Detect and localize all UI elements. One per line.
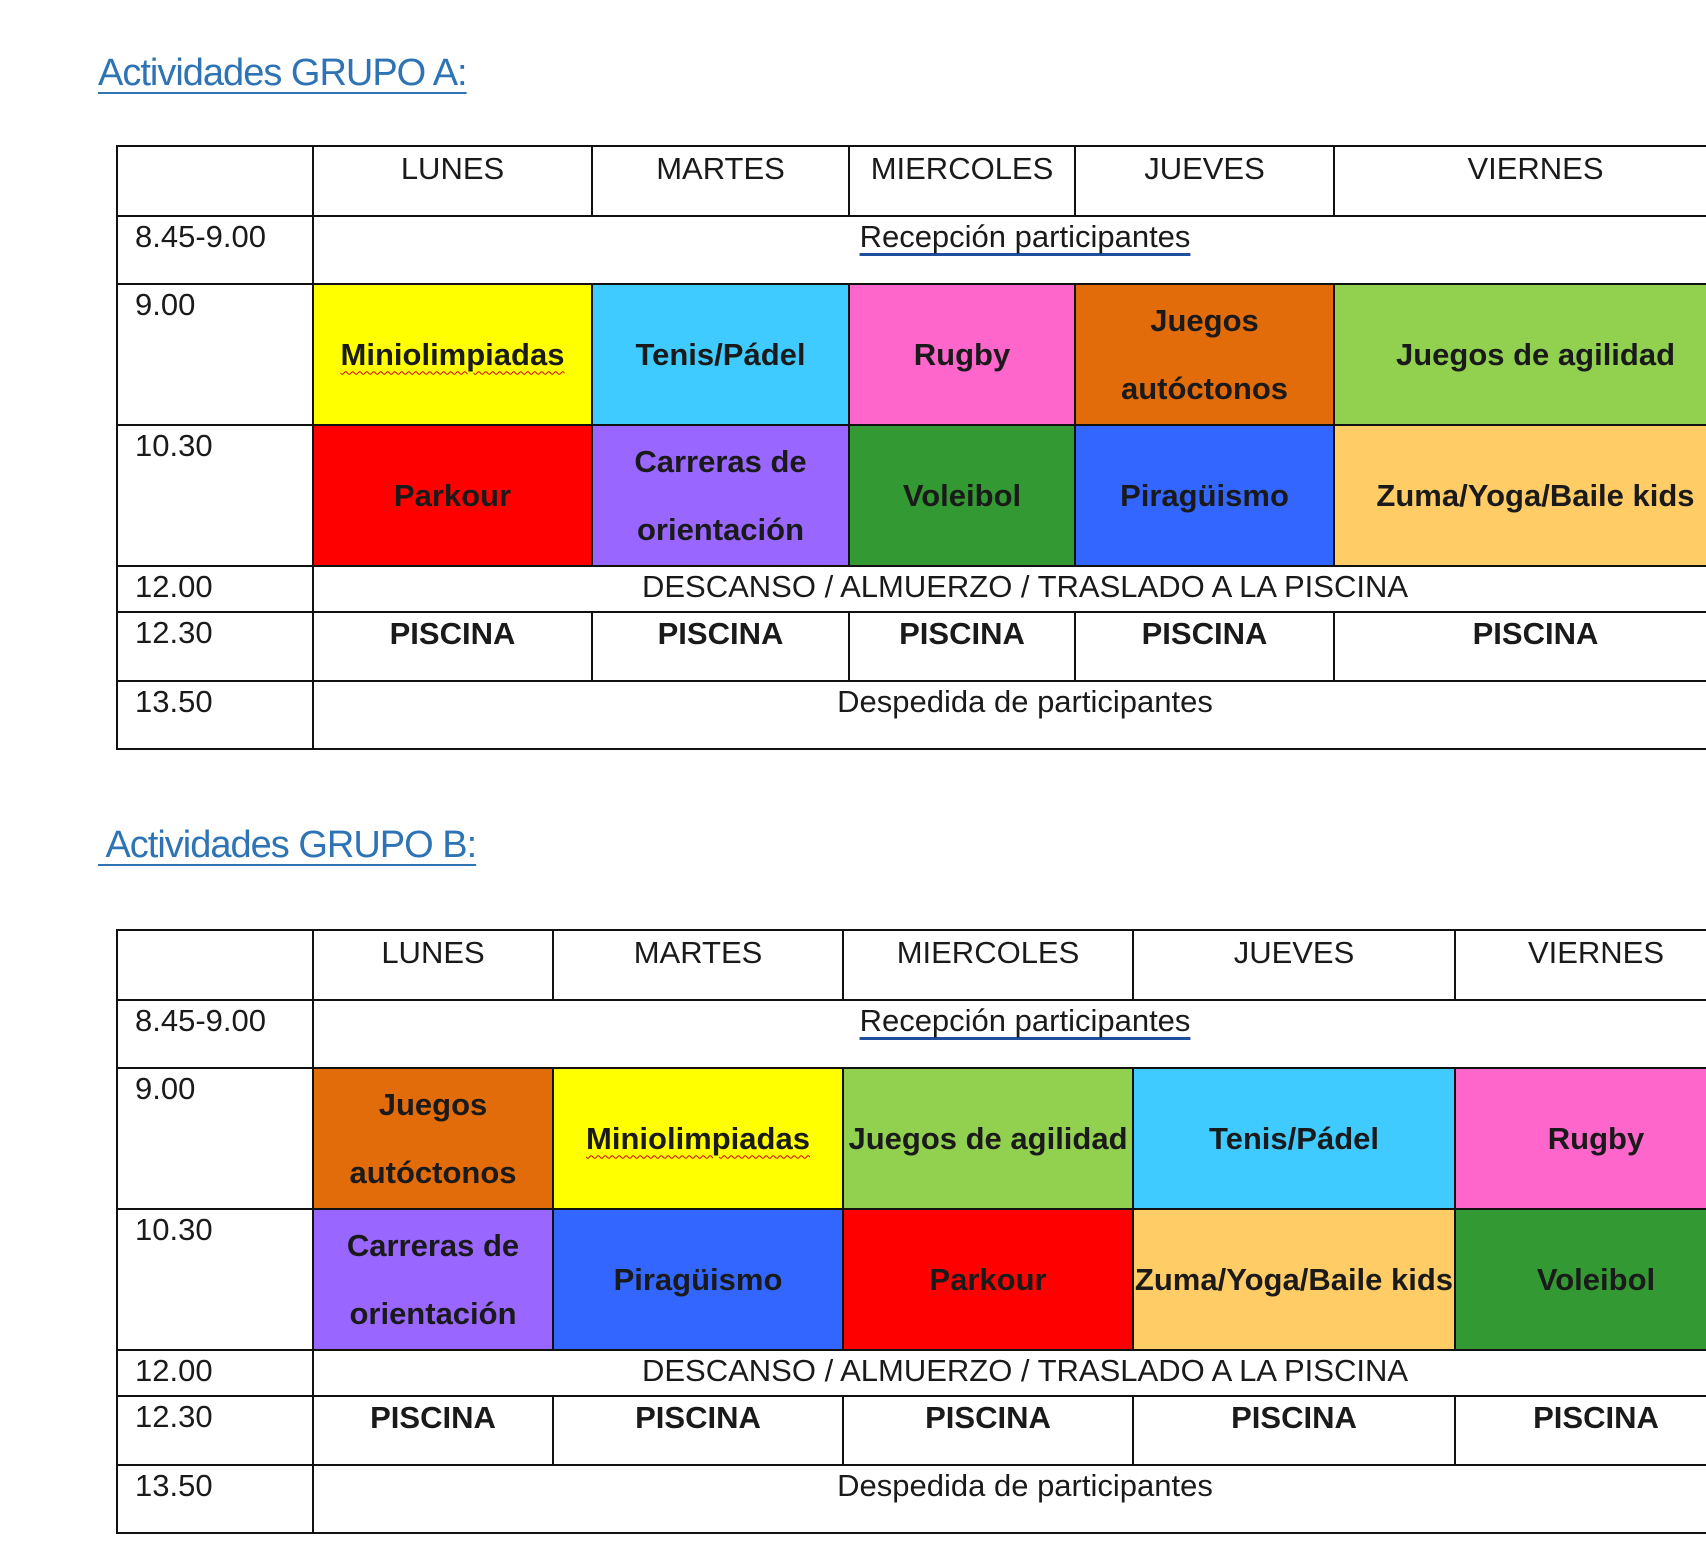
group-b-schedule-table [116, 929, 1706, 1534]
time-cell: 10.30 [117, 425, 313, 566]
activity-cell [1133, 1209, 1455, 1350]
activity-label: Tenis/Pádel [1209, 1120, 1379, 1156]
time-cell: 12.30 [117, 1396, 313, 1465]
time-cell: 12.00 [117, 566, 313, 612]
activity-row-1 [117, 284, 1706, 425]
activity-cell [1075, 425, 1334, 566]
activity-cell [553, 1209, 843, 1350]
activity-cell [1133, 1068, 1455, 1209]
activity-label: Tenis/Pádel [635, 336, 806, 372]
activity-label: Voleibol [902, 477, 1022, 513]
activity-label: Zuma/Yoga/Baile kids [1376, 477, 1695, 513]
pool-cell: PISCINA [313, 612, 592, 681]
activity-cell [1334, 425, 1706, 566]
reception-text: Recepción participantes [859, 1003, 1191, 1038]
day-header-wednesday: MIERCOLES [849, 146, 1075, 216]
day-header-monday: LUNES [313, 930, 553, 1000]
day-header-tuesday: MARTES [592, 146, 849, 216]
time-cell: 12.00 [117, 1350, 313, 1396]
break-row [117, 566, 1706, 612]
pool-cell: PISCINA [849, 612, 1075, 681]
activity-label: Miniolimpiadas [586, 1120, 810, 1156]
break-text: DESCANSO / ALMUERZO / TRASLADO A LA PISCINA [313, 566, 1706, 612]
activity-label: Carreras de orientación [346, 1227, 520, 1331]
activity-cell [553, 1068, 843, 1209]
farewell-row [117, 1465, 1706, 1533]
activity-label: Piragüismo [1120, 477, 1289, 513]
activity-row-2 [117, 425, 1706, 566]
pool-cell: PISCINA [1455, 1396, 1706, 1465]
pool-cell: PISCINA [1075, 612, 1334, 681]
farewell-row [117, 681, 1706, 749]
activity-cell [1075, 284, 1334, 425]
farewell-text: Despedida de participantes [313, 1465, 1706, 1533]
pool-cell: PISCINA [592, 612, 849, 681]
header-row [117, 146, 1706, 216]
activity-label: Zuma/Yoga/Baile kids [1134, 1261, 1454, 1297]
activity-label: Juegos de agilidad [848, 1120, 1128, 1156]
day-header-friday: VIERNES [1455, 930, 1706, 1000]
group-b-title: Actividades GRUPO B: [98, 824, 477, 866]
activity-label: Carreras de orientación [634, 443, 807, 547]
activity-label: Parkour [929, 1261, 1047, 1297]
activity-cell [313, 1068, 553, 1209]
time-cell: 9.00 [117, 1068, 313, 1209]
reception-cell [313, 1000, 1706, 1068]
pool-cell: PISCINA [1334, 612, 1706, 681]
time-cell: 10.30 [117, 1209, 313, 1350]
activity-cell [313, 1209, 553, 1350]
activity-label: Rugby [913, 336, 1011, 372]
reception-text: Recepción participantes [859, 219, 1191, 254]
activity-cell [1334, 284, 1706, 425]
pool-row [117, 612, 1706, 681]
day-header-thursday: JUEVES [1075, 146, 1334, 216]
day-header-friday: VIERNES [1334, 146, 1706, 216]
activity-cell [849, 284, 1075, 425]
day-header-wednesday: MIERCOLES [843, 930, 1133, 1000]
day-header-thursday: JUEVES [1133, 930, 1455, 1000]
activity-cell [592, 284, 849, 425]
activity-cell [849, 425, 1075, 566]
reception-row [117, 216, 1706, 284]
reception-cell [313, 216, 1706, 284]
activity-cell [843, 1068, 1133, 1209]
activity-label: Juegos autóctonos [1120, 302, 1289, 406]
activity-cell [313, 284, 592, 425]
activity-cell [1455, 1209, 1706, 1350]
group-a-title: Actividades GRUPO A: [98, 52, 467, 94]
activity-row-1 [117, 1068, 1706, 1209]
activity-cell [843, 1209, 1133, 1350]
corner-cell [117, 146, 313, 216]
pool-cell: PISCINA [1133, 1396, 1455, 1465]
activity-cell [1455, 1068, 1706, 1209]
break-text: DESCANSO / ALMUERZO / TRASLADO A LA PISCINA [313, 1350, 1706, 1396]
reception-row [117, 1000, 1706, 1068]
activity-label: Rugby [1547, 1120, 1645, 1156]
pool-row [117, 1396, 1706, 1465]
time-cell: 8.45-9.00 [117, 216, 313, 284]
header-row [117, 930, 1706, 1000]
activity-cell [313, 425, 592, 566]
break-row [117, 1350, 1706, 1396]
day-header-monday: LUNES [313, 146, 592, 216]
time-cell: 13.50 [117, 1465, 313, 1533]
activity-label: Parkour [393, 477, 512, 513]
activity-label: Voleibol [1536, 1261, 1656, 1297]
pool-cell: PISCINA [313, 1396, 553, 1465]
activity-label: Juegos de agilidad [1395, 336, 1676, 372]
time-cell: 12.30 [117, 612, 313, 681]
corner-cell [117, 930, 313, 1000]
activity-label: Juegos autóctonos [349, 1086, 517, 1190]
activity-row-2 [117, 1209, 1706, 1350]
activity-label: Miniolimpiadas [340, 336, 565, 372]
time-cell: 13.50 [117, 681, 313, 749]
farewell-text: Despedida de participantes [313, 681, 1706, 749]
activity-label: Piragüismo [613, 1261, 783, 1297]
pool-cell: PISCINA [553, 1396, 843, 1465]
time-cell: 8.45-9.00 [117, 1000, 313, 1068]
time-cell: 9.00 [117, 284, 313, 425]
group-a-schedule-table [116, 145, 1706, 750]
pool-cell: PISCINA [843, 1396, 1133, 1465]
day-header-tuesday: MARTES [553, 930, 843, 1000]
activity-cell [592, 425, 849, 566]
